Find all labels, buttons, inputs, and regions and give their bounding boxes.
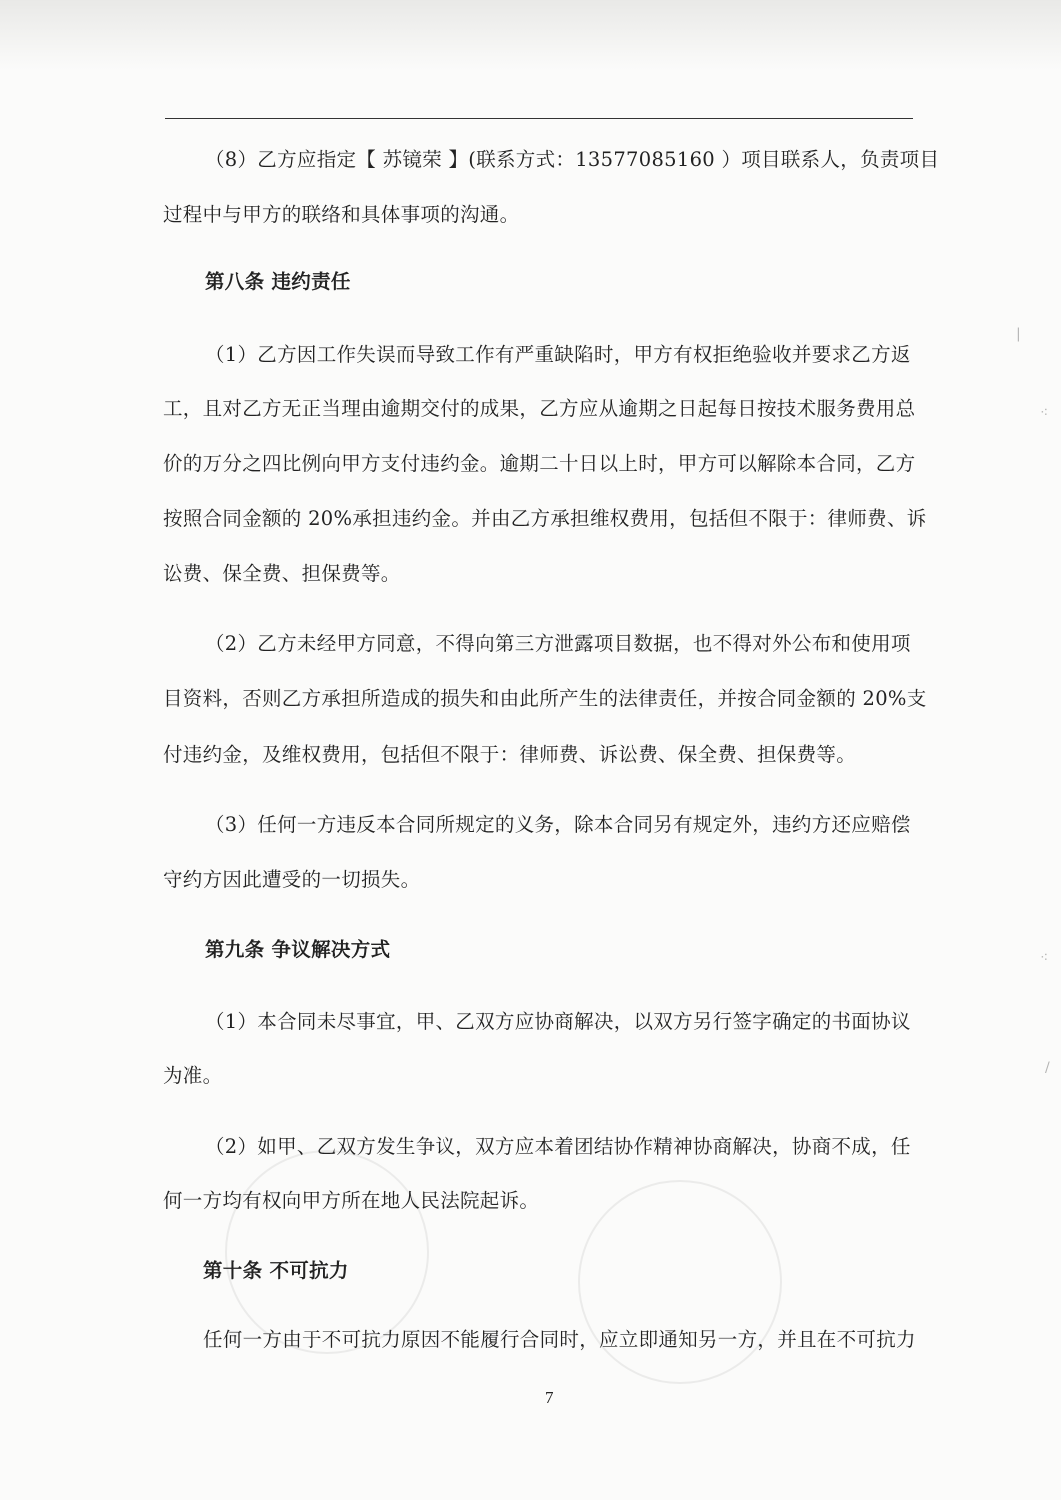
margin-mark-2: ⁖ [1040,405,1049,421]
heading-article-9: 第九条 争议解决方式 [205,938,391,961]
margin-mark-4: / [1045,1060,1050,1076]
para-line: 过程中与甲方的联络和具体事项的沟通。 [163,203,520,226]
para-line: 守约方因此遭受的一切损失。 [163,868,421,891]
para-line: （1）乙方因工作失误而导致工作有严重缺陷时，甲方有权拒绝验收并要求乙方返 [205,343,911,366]
para-line: 任何一方由于不可抗力原因不能履行合同时，应立即通知另一方，并且在不可抗力 [203,1328,916,1351]
para-line: （8）乙方应指定【 苏镜荣 】(联系方式：13577085160 ）项目联系人，负责项目 [205,148,940,171]
margin-mark-3: ⁖ [1040,950,1049,966]
para-line: （1）本合同未尽事宜，甲、乙双方应协商解决，以双方另行签字确定的书面协议 [205,1010,911,1033]
para-line: 价的万分之四比例向甲方支付违约金。逾期二十日以上时，甲方可以解除本合同，乙方 [163,452,916,475]
header-rule [165,118,913,119]
para-line: 工，且对乙方无正当理由逾期交付的成果，乙方应从逾期之日起每日按技术服务费用总 [163,397,916,420]
scan-shadow [0,0,1061,70]
seal-impression-left [225,1150,429,1354]
seal-impression-right [578,1180,782,1384]
para-line: 目资料，否则乙方承担所造成的损失和由此所产生的法律责任，并按合同金额的 20%支 [163,687,927,710]
para-line: （2）如甲、乙双方发生争议，双方应本着团结协作精神协商解决，协商不成，任 [205,1135,911,1158]
page-number: 7 [545,1388,554,1407]
heading-article-8: 第八条 违约责任 [205,270,351,293]
para-line: 何一方均有权向甲方所在地人民法院起诉。 [163,1189,540,1212]
para-line: 为准。 [163,1064,223,1087]
para-line: 付违约金，及维权费用，包括但不限于：律师费、诉讼费、保全费、担保费等。 [163,743,857,766]
para-line: （3）任何一方违反本合同所规定的义务，除本合同另有规定外，违约方还应赔偿 [205,813,911,836]
margin-mark-1: | [1016,326,1021,342]
para-line: （2）乙方未经甲方同意，不得向第三方泄露项目数据，也不得对外公布和使用项 [205,632,911,655]
para-line: 讼费、保全费、担保费等。 [163,562,401,585]
para-line: 按照合同金额的 20%承担违约金。并由乙方承担维权费用，包括但不限于：律师费、诉 [163,507,927,530]
heading-article-10: 第十条 不可抗力 [203,1259,349,1282]
